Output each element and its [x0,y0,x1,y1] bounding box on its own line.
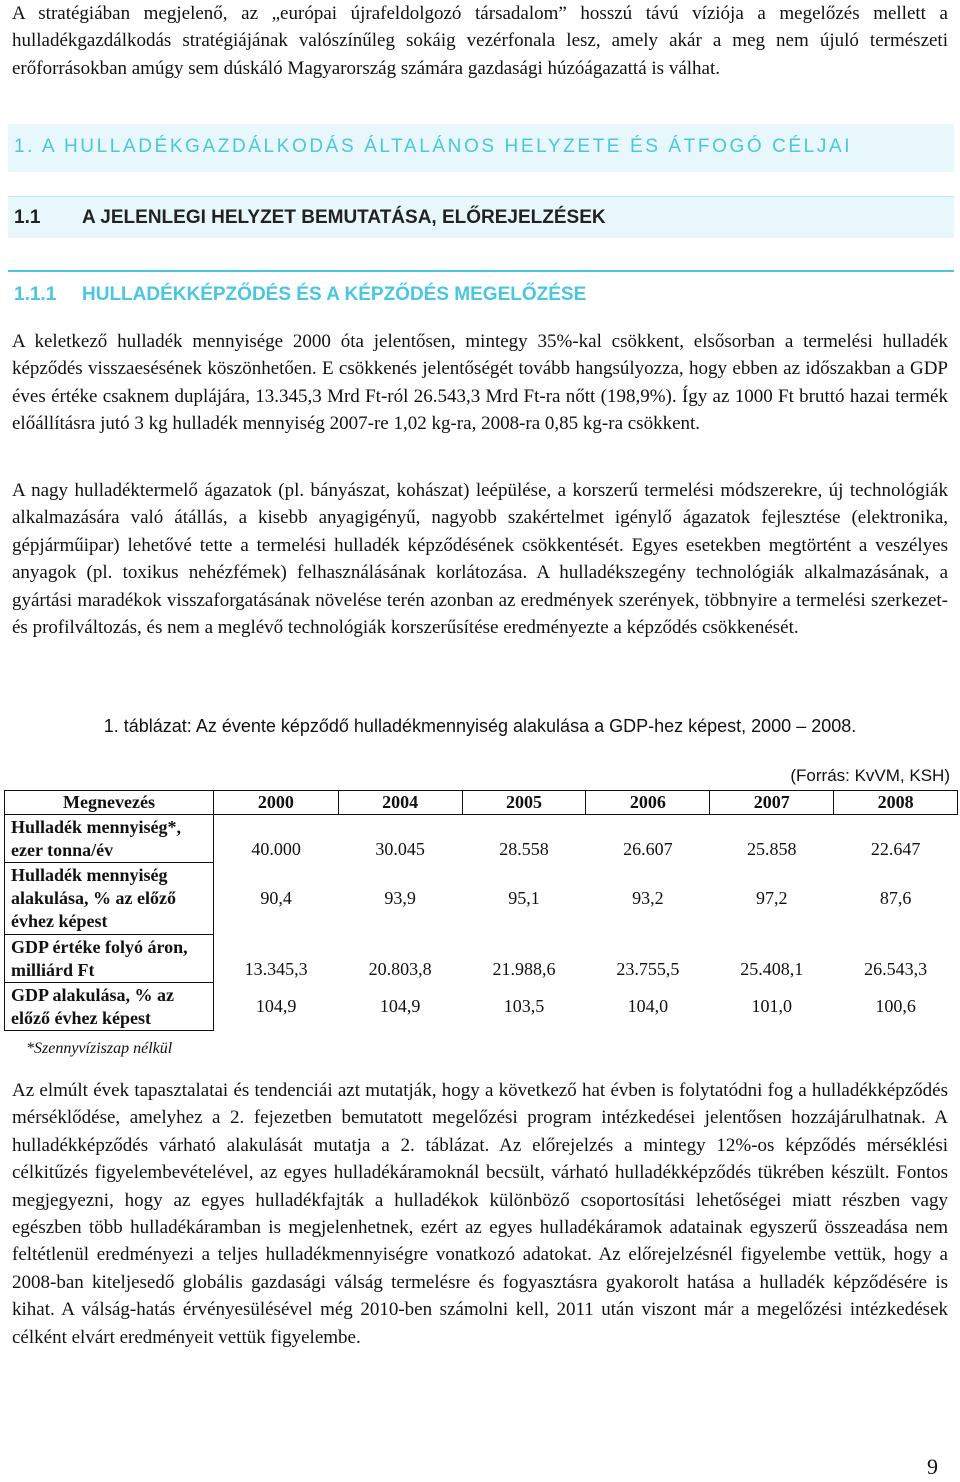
table-cell: 100,6 [875,996,916,1016]
table-cell: 103,5 [503,996,545,1016]
table-cell: 25.858 [746,838,797,859]
table-cell: 101,0 [751,996,792,1016]
row-label: Hulladék mennyiség alakulása, % az előző évhez képest [5,863,214,935]
table-header-cell: Megnevezés [5,791,214,815]
table-cell: 21.988,6 [492,958,556,979]
table-cell: 90,4 [260,888,292,908]
table-cell: 26.607 [623,838,673,859]
table-cell: 23.755,5 [616,958,680,979]
table-cell: 104,9 [255,996,297,1016]
section-heading [8,196,954,238]
paragraph-waste-reduction: A keletkező hulladék mennyisége 2000 óta jelentősen, mintegy 35%-kal csökkent, elsősorban a termelési hulladék képződés visszaesésének köszönhetően. E csökkenés jelentőségét tovább hangsúlyozza, hogy ebben az időszakban a GDP éves értéke csaknem duplájára, 13.345,3 Mrd Ft-ról 26.543,3 Mrd Ft-ra nőtt (198,9%). Így az 1000 Ft bruttó hazai termék előállításra jutó 3 kg hulladék mennyiség 2007-re 1,02 kg-ra, 2008-ra 0,85 kg-ra csökkent. [12,331,948,435]
table-cell: 25.408,1 [740,958,804,979]
table-header-cell: 2008 [834,791,958,815]
table-row [5,983,958,1031]
table-cell: 93,9 [384,888,416,908]
table-header-cell: 2000 [214,791,339,815]
subsection-number: 1.1.1 [14,284,57,305]
table-row [5,815,958,863]
section-title: A JELENLEGI HELYZET BEMUTATÁSA, ELŐREJELZÉSEK [82,207,606,228]
table-cell: 22.647 [870,838,921,859]
paragraph-industry-change: A nagy hulladéktermelő ágazatok (pl. bányászat, kohászat) leépülése, a korszerű termelési módszerekre, új technológiák alkalmazására való átállás, a kisebb anyagigényű, nagyobb szakértelmet igénylő ágazatok fejlesztése (elektronika, gépjárműipar) lehetővé tette a termelési hulladék képződésének csökkentését. Egyes esetekben megtörtént a veszélyes anyagok (pl. toxikus nehézfémek) felhasználásának korlátozása. A hulladékszegény technológiák alkalmazásának, a gyártási maradékok visszaforgatásának növelése terén azonban az eredmények szerények, többnyire a termelési szerkezet- és profilváltozás, és nem a meglévő technológiák korszerűsítése eredményezte a képződés csökkenését. [12,480,948,639]
table-row [5,935,958,983]
paragraph-forecast: Az elmúlt évek tapasztalatai és tendenciái azt mutatják, hogy a következő hat évben is folytatódni fog a hulladékképződés mérséklődése, amelyhez a 2. fejezetben bemutatott megelőzési program intézkedései jelentősen hozzájárulhatnak. A hulladékképződés várható alakulását mutatja a 2. táblázat. Az előrejelzés a mintegy 12%-os képződés mérséklési célkitűzés figyelembevételével, az egyes hulladékáramoknál becsült, várható hulladékképződés tükrében készült. Fontos megjegyezni, hogy az egyes hulladékfajták a hulladékok különböző csoportosítási lehetőségei miatt részben vagy egészben több hulladékáramban is megjelenhetnek, ezért az egyes hulladékáramok adatainak egyszerű összeadása nem feltétlenül eredményezi a teljes hulladékmennyiségre vonatkozó adatokat. Az előrejelzésnél figyelembe vettük, hogy a 2008-ban kiteljesedő globális gazdasági válság termelésre és fogyasztásra gyakorolt hatása a hulladék képződésére is kihat. A válság-hatás érvényesülésével még 2010-ben számolni kell, 2011 után viszont már a megelőzési intézkedések célként elvárt eredményeit vettük figyelembe. [12,1080,948,1348]
row-label: GDP értéke folyó áron, milliárd Ft [5,935,214,983]
table-cell: 95,1 [508,888,540,908]
intro-paragraph: A stratégiában megjelenő, az „európai újrafeldolgozó társadalom” hosszú távú víziója a megelőzés mellett a hulladékgazdálkodás stratégiájának valószínűleg sokáig vezérfonala lesz, amely akár a meg nem újuló természeti erőforrásokban amúgy sem dúskáló Magyarország számára gazdasági húzóágazattá is válhat. [12,3,948,79]
row-label: GDP alakulása, % az előző évhez képest [5,983,214,1031]
table-cell: 13.345,3 [244,958,308,979]
table-header-cell: 2005 [462,791,586,815]
chapter-heading: 1. A HULLADÉKGAZDÁLKODÁS ÁLTALÁNOS HELYZETE ÉS ÁTFOGÓ CÉLJAI [8,124,954,172]
section-number: 1.1 [14,207,41,228]
table-cell: 87,6 [879,888,912,908]
table-cell: 30.045 [375,838,425,859]
table-source: (Forrás: KvVM, KSH) [790,766,950,785]
table-footnote: *Szennyvíziszap nélkül [26,1040,173,1057]
table-header-row [5,791,958,815]
row-label: Hulladék mennyiség*, ezer tonna/év [5,815,214,863]
table-cell: 104,9 [379,996,421,1016]
table-cell: 93,2 [632,888,664,908]
subsection-heading [8,270,954,312]
page-number: 9 [927,1454,938,1479]
waste-gdp-table [4,790,958,1031]
table-cell: 26.543,3 [864,958,928,979]
table-header-cell: 2004 [338,791,462,815]
table-cell: 20.803,8 [368,958,432,979]
table-cell: 97,2 [755,888,788,908]
table-cell: 104,0 [627,996,669,1016]
table-header-cell: 2006 [586,791,710,815]
table-cell: 40.000 [251,838,301,859]
table-cell: 28.558 [499,838,549,859]
subsection-title: HULLADÉKKÉPZŐDÉS ÉS A KÉPZŐDÉS MEGELŐZÉSE [82,284,587,305]
table-row [5,863,958,935]
table-header-cell: 2007 [710,791,834,815]
table-caption: 1. táblázat: Az évente képződő hulladékmennyiség alakulása a GDP-hez képest, 2000 – 2008. [103,716,857,736]
